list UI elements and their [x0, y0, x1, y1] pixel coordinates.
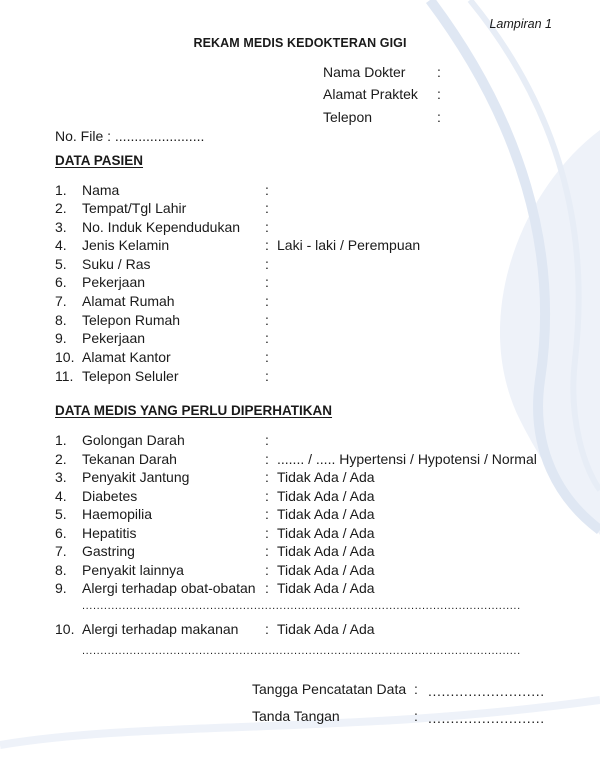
item-number: 1. [55, 182, 67, 198]
file-number: No. File : ....................... [55, 128, 205, 144]
list-item [0, 181, 600, 199]
item-value: Tidak Ada / Ada [277, 469, 375, 485]
item-colon: : [265, 488, 269, 504]
item-number: 7. [55, 293, 67, 309]
practice-address-colon: : [437, 86, 441, 102]
item-number: 10. [55, 621, 75, 637]
list-item [0, 524, 600, 542]
item-colon: : [265, 621, 269, 637]
item-number: 7. [55, 543, 67, 559]
doctor-phone-label: Telepon [323, 109, 373, 125]
item-colon: : [265, 506, 269, 522]
item-colon: : [265, 312, 269, 328]
item-colon: : [265, 562, 269, 578]
item-colon: : [265, 580, 269, 596]
item-value: Tidak Ada / Ada [277, 562, 375, 578]
item-colon: : [265, 182, 269, 198]
item-colon: : [265, 451, 269, 467]
item-label: Hepatitis [82, 525, 137, 541]
item-number: 5. [55, 256, 67, 272]
item-number: 8. [55, 312, 67, 328]
section-heading-medical-data: DATA MEDIS YANG PERLU DIPERHATIKAN [55, 403, 333, 418]
item-label: Pekerjaan [82, 274, 146, 290]
item-colon: : [265, 543, 269, 559]
list-item [0, 273, 600, 291]
item-number: 3. [55, 219, 67, 235]
list-item [0, 292, 600, 310]
dotted-fill-line: ........................................................................................................................ [82, 600, 521, 612]
list-item [0, 542, 600, 560]
item-label: Gastring [82, 543, 135, 559]
list-item [0, 311, 600, 329]
list-item [0, 218, 600, 236]
page-title: REKAM MEDIS KEDOKTERAN GIGI [193, 36, 407, 50]
list-item [0, 579, 600, 597]
item-colon: : [265, 274, 269, 290]
item-number: 3. [55, 469, 67, 485]
item-label: Tekanan Darah [82, 451, 177, 467]
doctor-phone-row [0, 108, 600, 126]
item-value: Tidak Ada / Ada [277, 506, 375, 522]
item-number: 6. [55, 525, 67, 541]
list-item [0, 348, 600, 366]
item-number: 6. [55, 274, 67, 290]
item-label: Tempat/Tgl Lahir [82, 200, 187, 216]
item-label: Penyakit Jantung [82, 469, 190, 485]
item-number: 9. [55, 580, 67, 596]
list-item [0, 236, 600, 254]
signature-colon: : [414, 708, 418, 724]
item-colon: : [265, 368, 269, 384]
item-label: Penyakit lainnya [82, 562, 184, 578]
item-value: Tidak Ada / Ada [277, 525, 375, 541]
list-item [0, 329, 600, 347]
item-number: 2. [55, 451, 67, 467]
list-item [0, 505, 600, 523]
list-item [0, 431, 600, 449]
item-label: Haemopilia [82, 506, 153, 522]
item-colon: : [265, 293, 269, 309]
item-value: Laki - laki / Perempuan [277, 237, 421, 253]
item-label: Golongan Darah [82, 432, 185, 448]
item-colon: : [265, 256, 269, 272]
item-label: No. Induk Kependudukan [82, 219, 241, 235]
item-colon: : [265, 200, 269, 216]
item-number: 4. [55, 488, 67, 504]
doctor-name-row [0, 63, 600, 81]
practice-address-row [0, 85, 600, 103]
item-number: 5. [55, 506, 67, 522]
item-number: 2. [55, 200, 67, 216]
item-label: Pekerjaan [82, 330, 146, 346]
lampiran-label: Lampiran 1 [489, 17, 552, 31]
signature-row [0, 707, 600, 725]
record-date-label: Tangga Pencatatan Data [252, 681, 407, 697]
list-item [0, 450, 600, 468]
record-date-value: .......................... [428, 683, 545, 699]
record-date-colon: : [414, 681, 418, 697]
dotted-fill-line: ........................................................................................................................ [82, 645, 521, 657]
item-number: 11. [55, 368, 74, 384]
item-number: 10. [55, 349, 75, 365]
list-item [0, 199, 600, 217]
item-value: Tidak Ada / Ada [277, 488, 375, 504]
item-label: Alamat Kantor [82, 349, 171, 365]
signature-value: .......................... [428, 710, 545, 726]
list-item [0, 620, 600, 638]
list-item [0, 487, 600, 505]
item-number: 8. [55, 562, 67, 578]
item-label: Suku / Ras [82, 256, 151, 272]
practice-address-label: Alamat Praktek [323, 86, 418, 102]
list-item [0, 468, 600, 486]
list-item [0, 367, 600, 385]
list-item [0, 255, 600, 273]
item-colon: : [265, 469, 269, 485]
doctor-phone-colon: : [437, 109, 441, 125]
list-item [0, 561, 600, 579]
item-colon: : [265, 432, 269, 448]
item-colon: : [265, 219, 269, 235]
item-number: 9. [55, 330, 67, 346]
item-colon: : [265, 330, 269, 346]
item-number: 1. [55, 432, 67, 448]
item-label: Diabetes [82, 488, 138, 504]
item-label: Alamat Rumah [82, 293, 175, 309]
item-colon: : [265, 525, 269, 541]
doctor-name-colon: : [437, 64, 441, 80]
doctor-name-label: Nama Dokter [323, 64, 406, 80]
item-value: Tidak Ada / Ada [277, 543, 375, 559]
record-date-row [0, 680, 600, 698]
item-label: Jenis Kelamin [82, 237, 170, 253]
item-colon: : [265, 349, 269, 365]
signature-label: Tanda Tangan [252, 708, 340, 724]
item-label: Alergi terhadap obat-obatan [82, 580, 256, 596]
item-label: Alergi terhadap makanan [82, 621, 239, 637]
item-colon: : [265, 237, 269, 253]
item-value: Tidak Ada / Ada [277, 580, 375, 596]
item-value: ....... / ..... Hypertensi / Hypotensi / Normal [277, 451, 537, 467]
item-number: 4. [55, 237, 67, 253]
item-value: Tidak Ada / Ada [277, 621, 375, 637]
item-label: Telepon Seluler [82, 368, 179, 384]
item-label: Nama [82, 182, 120, 198]
section-heading-patient-data: DATA PASIEN [55, 153, 144, 168]
item-label: Telepon Rumah [82, 312, 181, 328]
